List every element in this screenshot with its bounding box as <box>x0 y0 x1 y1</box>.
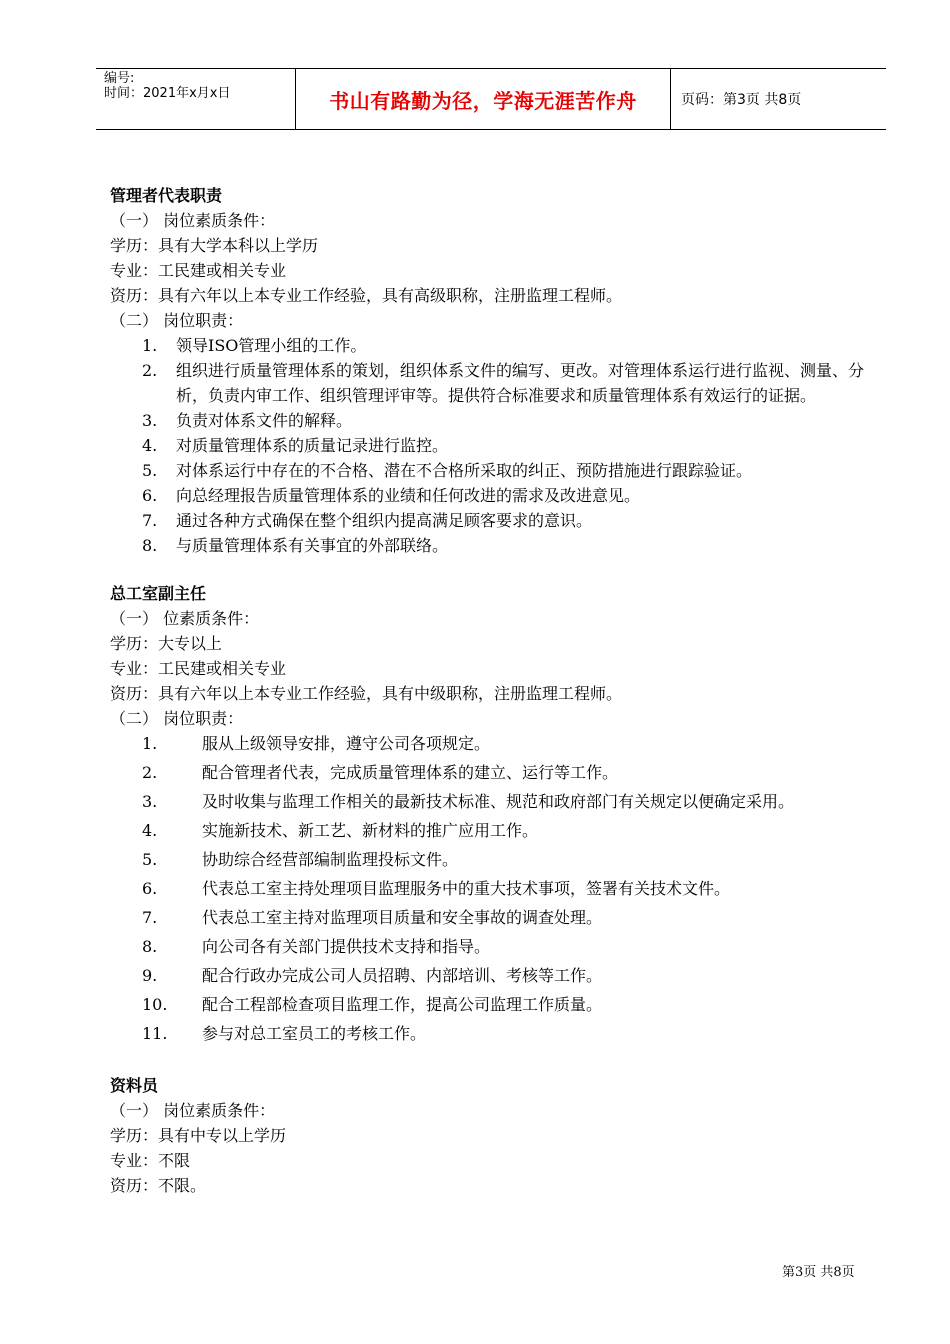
list-item: 2. 配合管理者代表，完成质量管理体系的建立、运行等工作。 <box>142 763 619 782</box>
header-meta <box>96 69 296 129</box>
quals-heading: （一） 岗位素质条件： <box>110 1101 276 1120</box>
section-title: 总工室副主任 <box>110 584 207 603</box>
list-item: 6. 向总经理报告质量管理体系的业绩和任何改进的需求及改进意见。 <box>142 486 641 505</box>
qual-education: 学历：具有中专以上学历 <box>110 1126 287 1145</box>
quals-heading: （一） 位素质条件： <box>110 609 260 628</box>
section-title: 资料员 <box>110 1076 159 1095</box>
number-label: 编号: <box>104 71 135 86</box>
qual-education: 学历：大专以上 <box>110 634 223 653</box>
qual-experience: 资历：具有六年以上本专业工作经验，具有中级职称，注册监理工程师。 <box>110 684 623 703</box>
list-item: 1. 服从上级领导安排，遵守公司各项规定。 <box>142 734 491 753</box>
page-footer: 第3页 共8页 <box>782 1265 855 1280</box>
list-item: 8. 与质量管理体系有关事宜的外部联络。 <box>142 536 449 555</box>
list-item: 5. 协助综合经营部编制监理投标文件。 <box>142 850 459 869</box>
header-page-info: 页码：第3页 共8页 <box>681 92 802 108</box>
list-item: 5. 对体系运行中存在的不合格、潜在不合格所采取的纠正、预防措施进行跟踪验证。 <box>142 461 753 480</box>
list-item: 7. 通过各种方式确保在整个组织内提高满足顾客要求的意识。 <box>142 511 593 530</box>
qual-major: 专业：工民建或相关专业 <box>110 261 287 280</box>
list-item: 3. 负责对体系文件的解释。 <box>142 411 353 430</box>
list-item: 3. 及时收集与监理工作相关的最新技术标准、规范和政府部门有关规定以便确定采用。 <box>142 792 795 811</box>
list-item: 2. 组织进行质量管理体系的策划，组织体系文件的编写、更改。对管理体系运行进行监视、测量、分析，负责内审工作、组织管理评审等。提供符合标准要求和质量管理体系有效运行的证据。 <box>142 361 865 405</box>
list-item: 4. 实施新技术、新工艺、新材料的推广应用工作。 <box>142 821 539 840</box>
list-item: 4. 对质量管理体系的质量记录进行监控。 <box>142 436 449 455</box>
section-chief-office-deputy <box>110 582 880 1046</box>
page-header <box>96 68 886 130</box>
list-item: 1. 领导ISO管理小组的工作。 <box>142 336 367 355</box>
qual-experience: 资历：具有六年以上本专业工作经验，具有高级职称，注册监理工程师。 <box>110 286 623 305</box>
section-archivist <box>110 1074 880 1198</box>
qual-education: 学历：具有大学本科以上学历 <box>110 236 319 255</box>
duties-heading: （二） 岗位职责： <box>110 311 244 330</box>
duties-list <box>110 333 880 558</box>
header-motto: 书山有路勤为径，学海无涯苦作舟 <box>296 69 671 129</box>
list-item: 9. 配合行政办完成公司人员招聘、内部培训、考核等工作。 <box>142 966 603 985</box>
duties-list <box>110 731 880 1046</box>
section-title: 管理者代表职责 <box>110 186 223 205</box>
section-management-rep <box>110 184 880 558</box>
document-body <box>110 184 880 1198</box>
list-item: 11. 参与对总工室员工的考核工作。 <box>142 1024 427 1043</box>
list-item: 10. 配合工程部检查项目监理工作，提高公司监理工作质量。 <box>142 995 603 1014</box>
list-item: 8. 向公司各有关部门提供技术支持和指导。 <box>142 937 491 956</box>
list-item: 7. 代表总工室主持对监理项目质量和安全事故的调查处理。 <box>142 908 603 927</box>
qual-experience: 资历：不限。 <box>110 1176 207 1195</box>
qual-major: 专业：不限 <box>110 1151 191 1170</box>
qual-major: 专业：工民建或相关专业 <box>110 659 287 678</box>
duties-heading: （二） 岗位职责： <box>110 709 244 728</box>
time-label: 时间：2021年x月x日 <box>104 86 231 101</box>
list-item: 6. 代表总工室主持处理项目监理服务中的重大技术事项，签署有关技术文件。 <box>142 879 731 898</box>
quals-heading: （一） 岗位素质条件： <box>110 211 276 230</box>
